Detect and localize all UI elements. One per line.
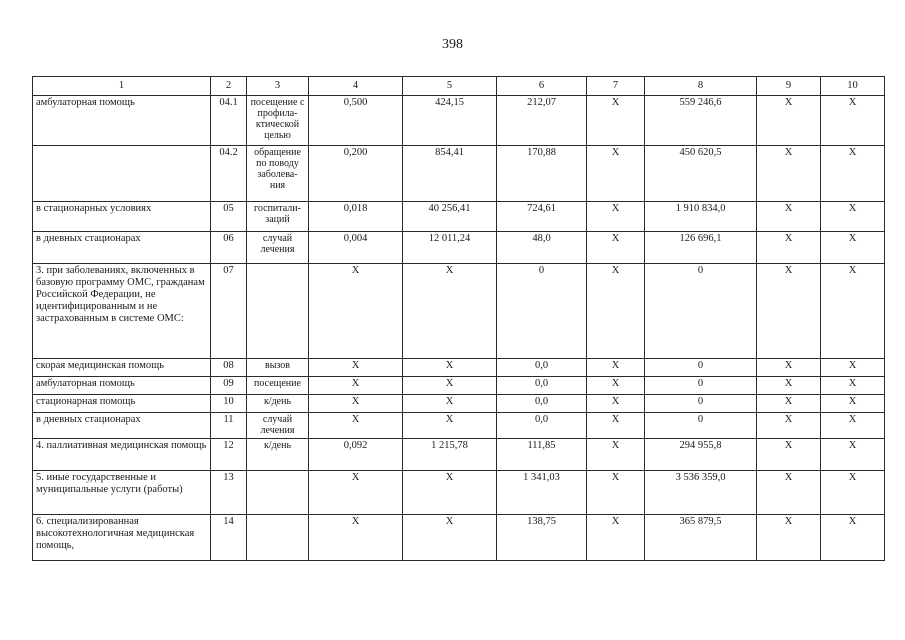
table-row — [33, 146, 885, 202]
cell-c10: Х — [821, 413, 885, 439]
cell-c2: 11 — [211, 413, 247, 439]
cell-c5: Х — [403, 359, 497, 377]
cell-c7: Х — [587, 96, 645, 146]
cell-c10: Х — [821, 515, 885, 561]
cell-c7: Х — [587, 359, 645, 377]
cell-c4: 0,018 — [309, 202, 403, 232]
cell-c6: 212,07 — [497, 96, 587, 146]
cell-c6: 0,0 — [497, 413, 587, 439]
cell-c3: к/день — [247, 395, 309, 413]
table-row — [33, 96, 885, 146]
cell-c10: Х — [821, 359, 885, 377]
cell-c9: Х — [757, 439, 821, 471]
cell-c5: 1 215,78 — [403, 439, 497, 471]
cell-c7: Х — [587, 439, 645, 471]
cell-c5: 40 256,41 — [403, 202, 497, 232]
cell-c3: госпитали-заций — [247, 202, 309, 232]
cell-c3: случай лечения — [247, 232, 309, 264]
cell-c8: 0 — [645, 395, 757, 413]
cell-c6: 724,61 — [497, 202, 587, 232]
cell-c9: Х — [757, 96, 821, 146]
cell-c5: Х — [403, 264, 497, 359]
cell-c3 — [247, 515, 309, 561]
cell-c4: Х — [309, 395, 403, 413]
cell-c1: 4. паллиативная медицинская помощь — [33, 439, 211, 471]
cell-c3: к/день — [247, 439, 309, 471]
cell-c7: Х — [587, 264, 645, 359]
cell-c7: Х — [587, 202, 645, 232]
table-row — [33, 395, 885, 413]
cell-c8: 0 — [645, 359, 757, 377]
cell-c6: 0,0 — [497, 395, 587, 413]
cell-c9: Х — [757, 264, 821, 359]
cell-c7: Х — [587, 515, 645, 561]
cell-c7: Х — [587, 377, 645, 395]
cell-c3: случай лечения — [247, 413, 309, 439]
cell-c4: Х — [309, 377, 403, 395]
table-row — [33, 264, 885, 359]
cell-c6: 111,85 — [497, 439, 587, 471]
cell-c2: 05 — [211, 202, 247, 232]
cell-c1: в стационарных условиях — [33, 202, 211, 232]
cell-c1: амбулаторная помощь — [33, 377, 211, 395]
table-row — [33, 413, 885, 439]
cell-c5: 854,41 — [403, 146, 497, 202]
cell-c6: 138,75 — [497, 515, 587, 561]
cell-c9: Х — [757, 202, 821, 232]
table-row — [33, 359, 885, 377]
cell-c3: обращение по поводу заболева-ния — [247, 146, 309, 202]
cell-c9: Х — [757, 395, 821, 413]
cell-c7: Х — [587, 395, 645, 413]
cell-c6: 1 341,03 — [497, 471, 587, 515]
cell-c10: Х — [821, 377, 885, 395]
header-cell: 10 — [821, 77, 885, 96]
cell-c2: 14 — [211, 515, 247, 561]
cell-c2: 13 — [211, 471, 247, 515]
cell-c5: Х — [403, 377, 497, 395]
cell-c8: 294 955,8 — [645, 439, 757, 471]
header-cell: 7 — [587, 77, 645, 96]
cell-c3: вызов — [247, 359, 309, 377]
cell-c8: 3 536 359,0 — [645, 471, 757, 515]
cell-c6: 48,0 — [497, 232, 587, 264]
cell-c9: Х — [757, 515, 821, 561]
cell-c4: Х — [309, 264, 403, 359]
cell-c9: Х — [757, 232, 821, 264]
page-number: 398 — [442, 37, 463, 52]
cell-c3: посещение — [247, 377, 309, 395]
cell-c1: 3. при заболеваниях, включенных в базовую программу ОМС, гражданам Российской Федерации, не идентифицированным и не застрахованным в системе ОМС: — [33, 264, 211, 359]
header-row — [33, 77, 885, 96]
cell-c2: 04.1 — [211, 96, 247, 146]
cell-c10: Х — [821, 439, 885, 471]
table-row — [33, 515, 885, 561]
cell-c8: 365 879,5 — [645, 515, 757, 561]
cell-c7: Х — [587, 471, 645, 515]
table-row — [33, 439, 885, 471]
cell-c5: Х — [403, 395, 497, 413]
cell-c2: 10 — [211, 395, 247, 413]
header-cell: 9 — [757, 77, 821, 96]
table-row — [33, 471, 885, 515]
cell-c1: скорая медицинская помощь — [33, 359, 211, 377]
cell-c4: 0,092 — [309, 439, 403, 471]
cell-c1: стационарная помощь — [33, 395, 211, 413]
cell-c5: 424,15 — [403, 96, 497, 146]
header-cell: 6 — [497, 77, 587, 96]
cell-c2: 07 — [211, 264, 247, 359]
cell-c3 — [247, 471, 309, 515]
cell-c1: 6. специализированная высокотехнологичная медицинская помощь, — [33, 515, 211, 561]
cell-c7: Х — [587, 413, 645, 439]
cell-c7: Х — [587, 232, 645, 264]
cell-c3 — [247, 264, 309, 359]
cell-c8: 559 246,6 — [645, 96, 757, 146]
cell-c2: 06 — [211, 232, 247, 264]
cell-c1: амбулаторная помощь — [33, 96, 211, 146]
cell-c1: в дневных стационарах — [33, 232, 211, 264]
header-cell: 5 — [403, 77, 497, 96]
cell-c10: Х — [821, 264, 885, 359]
cell-c9: Х — [757, 377, 821, 395]
header-cell: 8 — [645, 77, 757, 96]
cell-c4: 0,500 — [309, 96, 403, 146]
cell-c6: 170,88 — [497, 146, 587, 202]
table-row — [33, 232, 885, 264]
cell-c10: Х — [821, 395, 885, 413]
cell-c9: Х — [757, 359, 821, 377]
cell-c1 — [33, 146, 211, 202]
cell-c5: 12 011,24 — [403, 232, 497, 264]
cell-c3: посещение с профила-ктической целью — [247, 96, 309, 146]
cell-c2: 12 — [211, 439, 247, 471]
header-cell: 1 — [33, 77, 211, 96]
cell-c6: 0,0 — [497, 359, 587, 377]
cell-c8: 126 696,1 — [645, 232, 757, 264]
cell-c5: Х — [403, 413, 497, 439]
cell-c8: 450 620,5 — [645, 146, 757, 202]
cell-c9: Х — [757, 146, 821, 202]
cell-c7: Х — [587, 146, 645, 202]
cell-c4: 0,200 — [309, 146, 403, 202]
cell-c10: Х — [821, 146, 885, 202]
cell-c2: 04.2 — [211, 146, 247, 202]
cell-c8: 1 910 834,0 — [645, 202, 757, 232]
table-row — [33, 202, 885, 232]
header-cell: 2 — [211, 77, 247, 96]
data-table — [32, 76, 885, 561]
cell-c1: 5. иные государственные и муниципальные услуги (работы) — [33, 471, 211, 515]
cell-c4: Х — [309, 359, 403, 377]
table-row — [33, 377, 885, 395]
cell-c4: Х — [309, 471, 403, 515]
cell-c2: 08 — [211, 359, 247, 377]
header-cell: 4 — [309, 77, 403, 96]
cell-c1: в дневных стационарах — [33, 413, 211, 439]
cell-c5: Х — [403, 471, 497, 515]
cell-c9: Х — [757, 413, 821, 439]
cell-c8: 0 — [645, 264, 757, 359]
header-cell: 3 — [247, 77, 309, 96]
cell-c8: 0 — [645, 377, 757, 395]
cell-c10: Х — [821, 471, 885, 515]
cell-c8: 0 — [645, 413, 757, 439]
cell-c2: 09 — [211, 377, 247, 395]
cell-c6: 0 — [497, 264, 587, 359]
cell-c10: Х — [821, 202, 885, 232]
cell-c9: Х — [757, 471, 821, 515]
cell-c10: Х — [821, 232, 885, 264]
cell-c4: Х — [309, 413, 403, 439]
cell-c4: Х — [309, 515, 403, 561]
cell-c10: Х — [821, 96, 885, 146]
cell-c4: 0,004 — [309, 232, 403, 264]
cell-c6: 0,0 — [497, 377, 587, 395]
cell-c5: Х — [403, 515, 497, 561]
